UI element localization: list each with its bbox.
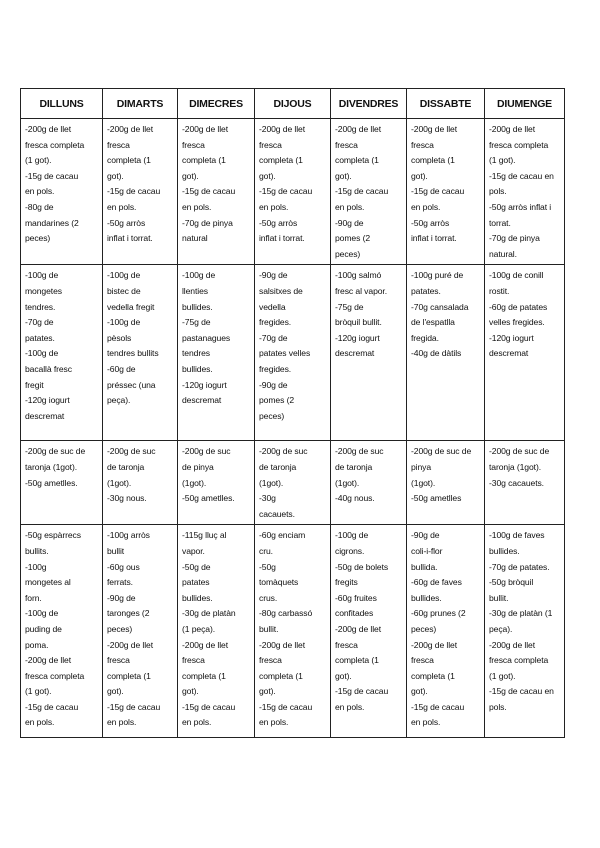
meal-cell xyxy=(331,119,407,265)
day-header-diumenge: DIUMENGE xyxy=(485,89,565,119)
meal-line: tomàquets xyxy=(259,577,299,588)
meal-line: pèsols xyxy=(107,332,132,343)
meal-line: bullit xyxy=(107,545,125,556)
meal-line: -100g arròs xyxy=(107,530,150,541)
weekly-menu-table xyxy=(20,88,565,738)
meal-line: -200g de llet xyxy=(25,124,71,134)
meal-line: completa (1 xyxy=(411,670,455,681)
meal-line: -15g de cacau xyxy=(335,686,389,697)
meal-line: peces) xyxy=(107,623,133,634)
meal-line: velles fregides. xyxy=(489,317,545,328)
meal-line: -50g bròquil xyxy=(489,577,534,588)
meal-line: -120g iogurt xyxy=(25,395,70,406)
meal-line: bullides. xyxy=(489,545,520,556)
meal-line: -200g de suc de xyxy=(25,446,86,457)
meal-line: cru. xyxy=(259,545,273,556)
meal-line: got). xyxy=(411,686,428,697)
meal-line: -50g de xyxy=(182,561,211,572)
meal-line: -50g ametlles xyxy=(411,493,462,504)
meal-line: bullides. xyxy=(182,363,213,374)
meal-line: -80g de xyxy=(25,201,54,212)
meal-line: fregit xyxy=(25,379,44,390)
meal-line: (1 peça). xyxy=(182,623,216,634)
meal-line: inflat i torrat. xyxy=(107,233,153,244)
meal-line: -120g iogurt xyxy=(489,332,534,343)
meal-row xyxy=(21,441,565,525)
meal-line: en pols. xyxy=(411,201,441,212)
meal-line: coli-i-flor xyxy=(411,545,443,556)
meal-line: bullides. xyxy=(182,301,213,312)
meal-line: got). xyxy=(411,170,428,181)
meal-line: puding de xyxy=(25,623,62,634)
meal-line: -30g cacauets. xyxy=(489,477,544,488)
meal-line: -50g arròs xyxy=(411,217,450,228)
meal-line: fresca completa xyxy=(25,139,85,150)
meal-line: en pols. xyxy=(411,717,441,728)
meal-line: -15g de cacau en xyxy=(489,686,554,697)
meal-line: en pols. xyxy=(25,186,55,197)
meal-line: completa (1 xyxy=(182,670,226,681)
meal-line: fresca xyxy=(259,139,282,150)
meal-line: (1got). xyxy=(259,477,284,488)
meal-line: bullits. xyxy=(25,545,49,556)
meal-line: inflat i torrat. xyxy=(411,233,457,244)
meal-line: -115g lluç al xyxy=(182,530,227,541)
meal-cell xyxy=(21,265,103,441)
meal-line: fresca xyxy=(182,655,205,666)
meal-line: -120g iogurt xyxy=(335,332,380,343)
meal-line: mongetes al xyxy=(25,577,71,588)
meal-line: -30g de platàn xyxy=(182,608,236,619)
meal-line: -100g de xyxy=(25,270,59,281)
meal-line: -200g de llet xyxy=(107,639,153,650)
meal-line: -200g de llet xyxy=(489,124,535,134)
meal-line: -90g de xyxy=(259,379,288,390)
meal-cell xyxy=(407,119,485,265)
meal-line: got). xyxy=(107,170,124,181)
meal-line: taronja (1got). xyxy=(489,461,542,472)
meal-line: -200g de suc xyxy=(335,446,384,457)
meal-line: -15g de cacau xyxy=(25,170,79,181)
meal-cell xyxy=(331,265,407,441)
meal-line: -75g de xyxy=(182,317,211,328)
meal-line: -200g de suc de xyxy=(411,446,472,457)
meal-line: -200g de suc xyxy=(182,446,231,457)
meal-line: -15g de cacau xyxy=(107,186,161,197)
day-header-divendres: DIVENDRES xyxy=(331,89,407,119)
meal-line: -30g nous. xyxy=(107,493,147,504)
meal-line: -100g puré de xyxy=(411,270,464,281)
meal-line: -70g de pinya xyxy=(489,233,540,244)
meal-line: en pols. xyxy=(107,717,137,728)
meal-line: tendres. xyxy=(25,301,56,312)
meal-line: pomes (2 xyxy=(259,395,295,406)
meal-line: -50g arròs inflat i xyxy=(489,201,552,212)
meal-line: -200g de llet xyxy=(259,124,305,134)
meal-line: -70g de xyxy=(259,332,288,343)
meal-line: -60g ous xyxy=(107,561,140,572)
meal-line: -200g de suc de xyxy=(489,446,550,457)
meal-line: -200g de llet xyxy=(182,124,228,134)
meal-cell xyxy=(21,441,103,525)
meal-line: descremat xyxy=(182,395,222,406)
meal-line: -100g xyxy=(25,561,47,572)
meal-line: pinya xyxy=(411,461,432,472)
meal-line: (1 got). xyxy=(489,670,516,681)
meal-line: completa (1 xyxy=(107,155,151,166)
meal-line: llenties xyxy=(182,285,208,296)
meal-line: -15g de cacau xyxy=(182,186,236,197)
meal-line: descremat xyxy=(489,348,529,359)
meal-line: tendres xyxy=(182,348,210,359)
meal-cell xyxy=(255,525,331,738)
meal-line: got). xyxy=(182,170,199,181)
meal-line: -100g de xyxy=(107,317,141,328)
meal-line: vapor. xyxy=(182,545,205,556)
meal-line: crus. xyxy=(259,592,278,603)
meal-line: de l'espatlla xyxy=(411,317,455,328)
meal-line: de taronja xyxy=(259,461,297,472)
meal-line: -60g de xyxy=(107,363,136,374)
meal-line: (1 got). xyxy=(25,155,52,166)
meal-line: peces) xyxy=(259,410,285,421)
day-header-dilluns: DILLUNS xyxy=(21,89,103,119)
meal-line: natural xyxy=(182,233,208,244)
meal-line: fregides. xyxy=(259,317,292,328)
meal-row xyxy=(21,265,565,441)
meal-line: descremat xyxy=(335,348,375,359)
meal-line: -120g iogurt xyxy=(182,379,227,390)
meal-line: got). xyxy=(259,170,276,181)
meal-line: patates velles xyxy=(259,348,311,359)
meal-line: -90g de xyxy=(411,530,440,541)
meal-line: -200g de llet xyxy=(335,623,381,634)
meal-line: -50g ametlles. xyxy=(25,477,78,488)
meal-cell xyxy=(407,265,485,441)
meal-cell xyxy=(407,525,485,738)
meal-line: got). xyxy=(335,670,352,681)
meal-line: tendres bullits xyxy=(107,348,159,359)
meal-line: bullit. xyxy=(259,623,279,634)
meal-line: bròquil bullit. xyxy=(335,317,382,328)
meal-line: -30g xyxy=(259,493,276,504)
day-header-dimarts: DIMARTS xyxy=(103,89,178,119)
meal-line: -15g de cacau xyxy=(335,186,389,197)
meal-line: vedella xyxy=(259,301,286,312)
meal-cell xyxy=(485,265,565,441)
meal-line: -70g de pinya xyxy=(182,217,233,228)
meal-line: -100g de faves xyxy=(489,530,545,541)
meal-line: pastanagues xyxy=(182,332,231,343)
meal-line: fregits xyxy=(335,577,358,588)
meal-line: -15g de cacau xyxy=(259,186,313,197)
meal-cell xyxy=(485,525,565,738)
meal-line: -15g de cacau xyxy=(182,701,236,712)
meal-line: bullides. xyxy=(411,592,442,603)
meal-line: fresca completa xyxy=(489,139,549,150)
meal-line: -90g de xyxy=(335,217,364,228)
meal-line: patates xyxy=(182,577,210,588)
meal-line: fregida. xyxy=(411,332,439,343)
meal-line: -15g de cacau xyxy=(259,701,313,712)
meal-line: -70g de patates. xyxy=(489,561,550,572)
meal-line: -40g de dàtils xyxy=(411,348,462,359)
meal-line: -80g carbassó xyxy=(259,608,313,619)
meal-line: -70g cansalada xyxy=(411,301,469,312)
meal-cell xyxy=(331,441,407,525)
meal-line: completa (1 xyxy=(259,155,303,166)
meal-line: peces) xyxy=(335,248,361,259)
meal-line: -75g de xyxy=(335,301,364,312)
meal-line: -100g de xyxy=(335,530,369,541)
meal-line: rostit. xyxy=(489,285,510,296)
meal-cell xyxy=(485,119,565,265)
meal-line: en pols. xyxy=(182,717,212,728)
meal-cell xyxy=(485,441,565,525)
meal-line: -50g ametlles. xyxy=(182,493,235,504)
day-header-dissabte: DISSABTE xyxy=(407,89,485,119)
meal-line: peça). xyxy=(489,623,513,634)
meal-line: fresca xyxy=(107,655,130,666)
meal-cell xyxy=(103,265,178,441)
meal-line: -60g prunes (2 xyxy=(411,608,466,619)
meal-line: -15g de cacau xyxy=(25,701,79,712)
meal-line: completa (1 xyxy=(335,655,379,666)
meal-line: fresca xyxy=(411,655,434,666)
meal-line: -30g de platàn (1 xyxy=(489,608,553,619)
meal-cell xyxy=(103,441,178,525)
meal-cell xyxy=(21,525,103,738)
meal-line: taronges (2 xyxy=(107,608,150,619)
meal-line: en pols. xyxy=(107,201,137,212)
meal-line: -70g de xyxy=(25,317,54,328)
meal-line: mongetes xyxy=(25,285,62,296)
meal-line: -90g de xyxy=(107,592,136,603)
meal-line: vedella fregit xyxy=(107,301,155,312)
meal-line: -50g arròs xyxy=(259,217,298,228)
meal-cell xyxy=(178,119,255,265)
meal-cell xyxy=(178,265,255,441)
meal-line: en pols. xyxy=(259,717,289,728)
meal-line: fresca xyxy=(411,139,434,150)
meal-line: completa (1 xyxy=(259,670,303,681)
meal-line: got). xyxy=(259,686,276,697)
meal-line: completa (1 xyxy=(411,155,455,166)
meal-line: got). xyxy=(335,170,352,181)
meal-line: fresca xyxy=(335,639,358,650)
meal-cell xyxy=(103,525,178,738)
meal-line: poma. xyxy=(25,639,49,650)
meal-line: descremat xyxy=(25,410,65,421)
meal-cell xyxy=(255,265,331,441)
meal-line: (1 got). xyxy=(489,155,516,166)
meal-line: mandarines (2 xyxy=(25,217,79,228)
meal-line: -100g de xyxy=(25,348,59,359)
day-header-dimecres: DIMECRES xyxy=(178,89,255,119)
meal-cell xyxy=(178,525,255,738)
meal-line: completa (1 xyxy=(182,155,226,166)
meal-line: -200g de llet xyxy=(25,655,71,666)
meal-line: -15g de cacau xyxy=(411,701,465,712)
meal-line: cigrons. xyxy=(335,545,365,556)
meal-line: -100g de xyxy=(182,270,216,281)
meal-line: -50g espàrrecs xyxy=(25,530,81,541)
meal-line: de pinya xyxy=(182,461,214,472)
meal-line: -100g de conill xyxy=(489,270,544,281)
meal-cell xyxy=(103,119,178,265)
meal-line: (1got). xyxy=(107,477,132,488)
meal-line: (1got). xyxy=(182,477,207,488)
day-header-dijous: DIJOUS xyxy=(255,89,331,119)
meal-line: peça). xyxy=(107,395,131,406)
meal-row xyxy=(21,119,565,265)
meal-line: de taronja xyxy=(107,461,145,472)
meal-line: -200g de llet xyxy=(335,124,381,134)
meal-line: -200g de llet xyxy=(259,639,305,650)
meal-line: forn. xyxy=(25,592,42,603)
meal-line: bacallà fresc xyxy=(25,363,72,374)
meal-line: bullida. xyxy=(411,561,438,572)
meal-line: -15g de cacau xyxy=(107,701,161,712)
meal-line: de taronja xyxy=(335,461,373,472)
meal-line: fresc al vapor. xyxy=(335,285,387,296)
meal-line: fresca xyxy=(259,655,282,666)
meal-line: taronja (1got). xyxy=(25,461,78,472)
meal-line: fresca xyxy=(182,139,205,150)
meal-cell xyxy=(407,441,485,525)
meal-line: -60g fruites xyxy=(335,592,377,603)
meal-line: peces) xyxy=(25,233,51,244)
meal-line: -200g de llet xyxy=(411,124,457,134)
meal-line: fresca xyxy=(335,139,358,150)
meal-line: -100g de xyxy=(25,608,59,619)
meal-line: -15g de cacau en xyxy=(489,170,554,181)
meal-line: -200g de llet xyxy=(107,124,153,134)
meal-line: en pols. xyxy=(182,201,212,212)
meal-line: -200g de suc xyxy=(259,446,308,457)
meal-cell xyxy=(178,441,255,525)
meal-line: -90g de xyxy=(259,270,288,281)
meal-line: -60g de faves xyxy=(411,577,462,588)
meal-cell xyxy=(255,441,331,525)
meal-line: fresca xyxy=(107,139,130,150)
meal-line: bullides. xyxy=(182,592,213,603)
meal-cell xyxy=(21,119,103,265)
meal-line: patates. xyxy=(25,332,55,343)
meal-line: -200g de llet xyxy=(411,639,457,650)
meal-line: -50g arròs xyxy=(107,217,146,228)
meal-line: -100g salmó xyxy=(335,270,382,281)
meal-cell xyxy=(255,119,331,265)
meal-line: got). xyxy=(107,686,124,697)
meal-line: fresca completa xyxy=(489,655,549,666)
meal-line: préssec (una xyxy=(107,379,156,390)
meal-line: pols. xyxy=(489,701,507,712)
meal-line: pols. xyxy=(489,186,507,197)
meal-line: -60g enciam xyxy=(259,530,306,541)
meal-line: torrat. xyxy=(489,217,511,228)
meal-line: patates. xyxy=(411,285,441,296)
meal-line: -200g de llet xyxy=(489,639,535,650)
meal-line: -60g de patates xyxy=(489,301,548,312)
meal-row xyxy=(21,525,565,738)
meal-line: -200g de llet xyxy=(182,639,228,650)
meal-line: -200g de suc xyxy=(107,446,156,457)
meal-line: peces) xyxy=(411,623,437,634)
meal-line: (1got). xyxy=(335,477,360,488)
meal-line: -15g de cacau xyxy=(411,186,465,197)
meal-line: en pols. xyxy=(25,717,55,728)
meal-line: (1 got). xyxy=(25,686,52,697)
meal-line: inflat i torrat. xyxy=(259,233,305,244)
meal-line: salsitxes de xyxy=(259,285,303,296)
meal-line: got). xyxy=(182,686,199,697)
meal-line: (1got). xyxy=(411,477,436,488)
header-row xyxy=(21,89,565,119)
meal-line: completa (1 xyxy=(107,670,151,681)
meal-line: ferrats. xyxy=(107,577,133,588)
meal-line: bullit. xyxy=(489,592,509,603)
meal-line: fresca completa xyxy=(25,670,85,681)
meal-line: cacauets. xyxy=(259,508,295,519)
meal-line: -40g nous. xyxy=(335,493,375,504)
meal-line: en pols. xyxy=(259,201,289,212)
meal-line: en pols. xyxy=(335,701,365,712)
meal-line: -50g de bolets xyxy=(335,561,389,572)
meal-line: fregides. xyxy=(259,363,292,374)
meal-line: -50g xyxy=(259,561,276,572)
meal-line: -100g de xyxy=(107,270,141,281)
meal-line: pomes (2 xyxy=(335,233,371,244)
meal-line: bistec de xyxy=(107,285,141,296)
meal-line: completa (1 xyxy=(335,155,379,166)
meal-line: confitades xyxy=(335,608,374,619)
meal-line: natural. xyxy=(489,248,517,259)
meal-line: en pols. xyxy=(335,201,365,212)
meal-cell xyxy=(331,525,407,738)
